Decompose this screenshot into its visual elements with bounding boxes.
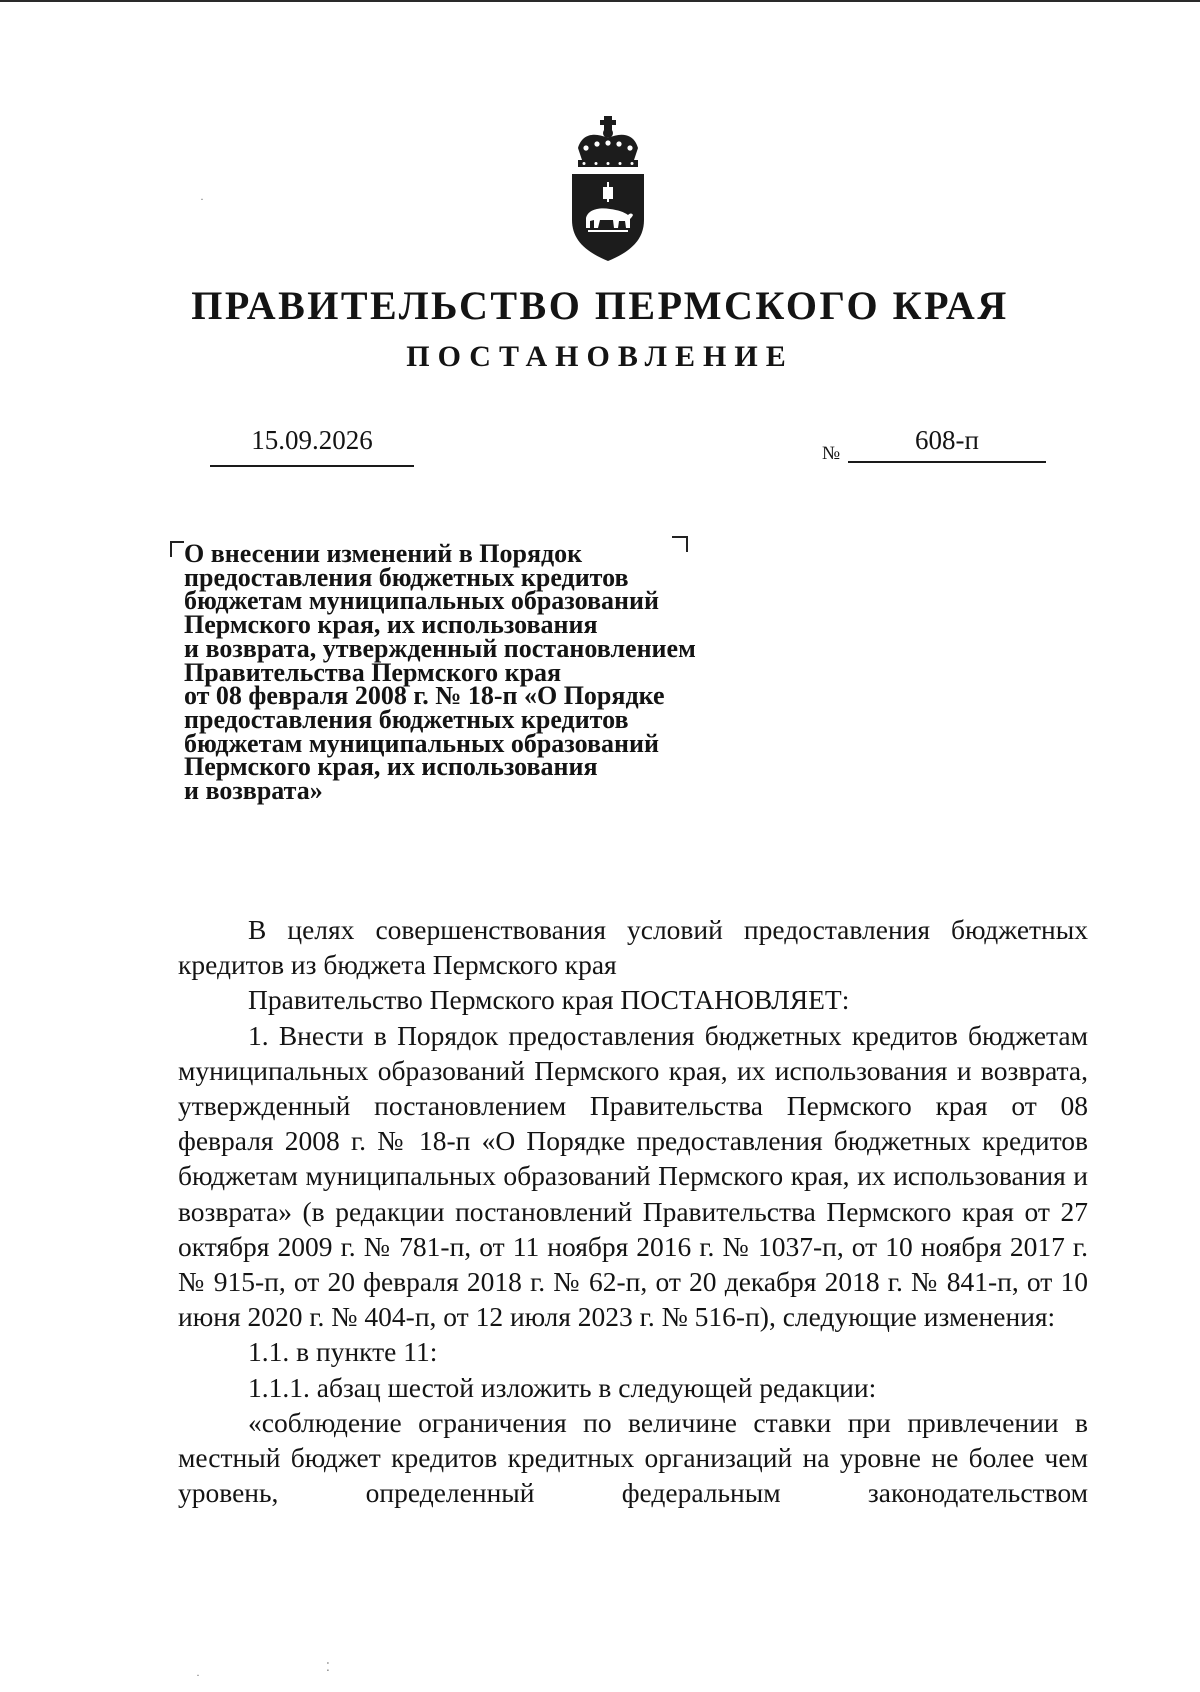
document-type-title: ПОСТАНОВЛЕНИЕ (406, 340, 794, 373)
scan-speck: · (200, 192, 204, 206)
item-1-paragraph: 1. Внести в Порядок предоставления бюджетных кредитов бюджетам муниципальных образований Пермского края, их использования и возврата, утвержденный постановлением Правительства Пермского края от 08 февраля 2008 г. № 18-п «О Порядке предоставления бюджетных кредитов бюджетам муниципальных образований Пермского края, их использования и возврата» (в редакции постановлений Правительства Пермского края от 27 октября 2009 г. № 781-п, от 11 ноября 2016 г. № 1037-п, от 10 ноября 2017 г. № 915-п, от 20 февраля 2018 г. № 62-п, от 20 декабря 2018 г. № 841-п, от 10 июня 2020 г. № 404-п, от 12 июля 2023 г. № 516-п), следующие изменения: (178, 1019, 1088, 1333)
number-sign: № (822, 443, 841, 464)
item-1-1-1-paragraph: 1.1.1. абзац шестой изложить в следующей редакции: (248, 1371, 877, 1403)
subject-bracket-left (170, 541, 184, 557)
subject-line: Пермского края, их использования (184, 610, 598, 640)
document-number: 608-п (915, 425, 979, 455)
coat-of-arms-icon (564, 116, 652, 262)
subject-line: Пермского края, их использования (184, 752, 598, 782)
item-1-1-paragraph: 1.1. в пункте 11: (248, 1336, 438, 1368)
subject-line: и возврата» (184, 776, 323, 806)
subject-line: от 08 февраля 2008 г. № 18-п «О Порядке (184, 681, 665, 711)
subject-line: Правительства Пермского края (184, 657, 562, 687)
subject-line: предоставления бюджетных кредитов (184, 704, 629, 734)
subject-line: О внесении изменений в Порядок (184, 539, 583, 568)
document-date-field (210, 425, 414, 467)
decree-paragraph: Правительство Пермского края ПОСТАНОВЛЯЕТ: (248, 984, 850, 1016)
scan-speck: ⁚ (326, 1660, 330, 1674)
document-number-field (848, 425, 1046, 467)
date-underline (210, 465, 414, 467)
document-date: 15.09.2026 (251, 425, 373, 455)
document-body (178, 912, 1088, 1510)
number-underline (848, 461, 1046, 463)
quoted-text-paragraph: «соблюдение ограничения по величине ставки при привлечении в местный бюджет кредитов кредитных организаций на уровне не более чем уровень, определенный федеральным законодательством (178, 1406, 1088, 1509)
scan-edge-line (0, 0, 1200, 2)
preamble-paragraph: В целях совершенствования условий предоставления бюджетных кредитов из бюджета Пермского края (178, 914, 1088, 981)
subject-line: и возврата, утвержденный постановлением (184, 633, 696, 663)
organization-title: ПРАВИТЕЛЬСТВО ПЕРМСКОГО КРАЯ (191, 283, 1009, 328)
scan-speck: · (196, 1668, 200, 1682)
subject-heading (184, 539, 824, 806)
subject-line: бюджетам муниципальных образований (184, 586, 659, 616)
subject-line: бюджетам муниципальных образований (184, 728, 659, 758)
subject-line: предоставления бюджетных кредитов (184, 562, 629, 592)
